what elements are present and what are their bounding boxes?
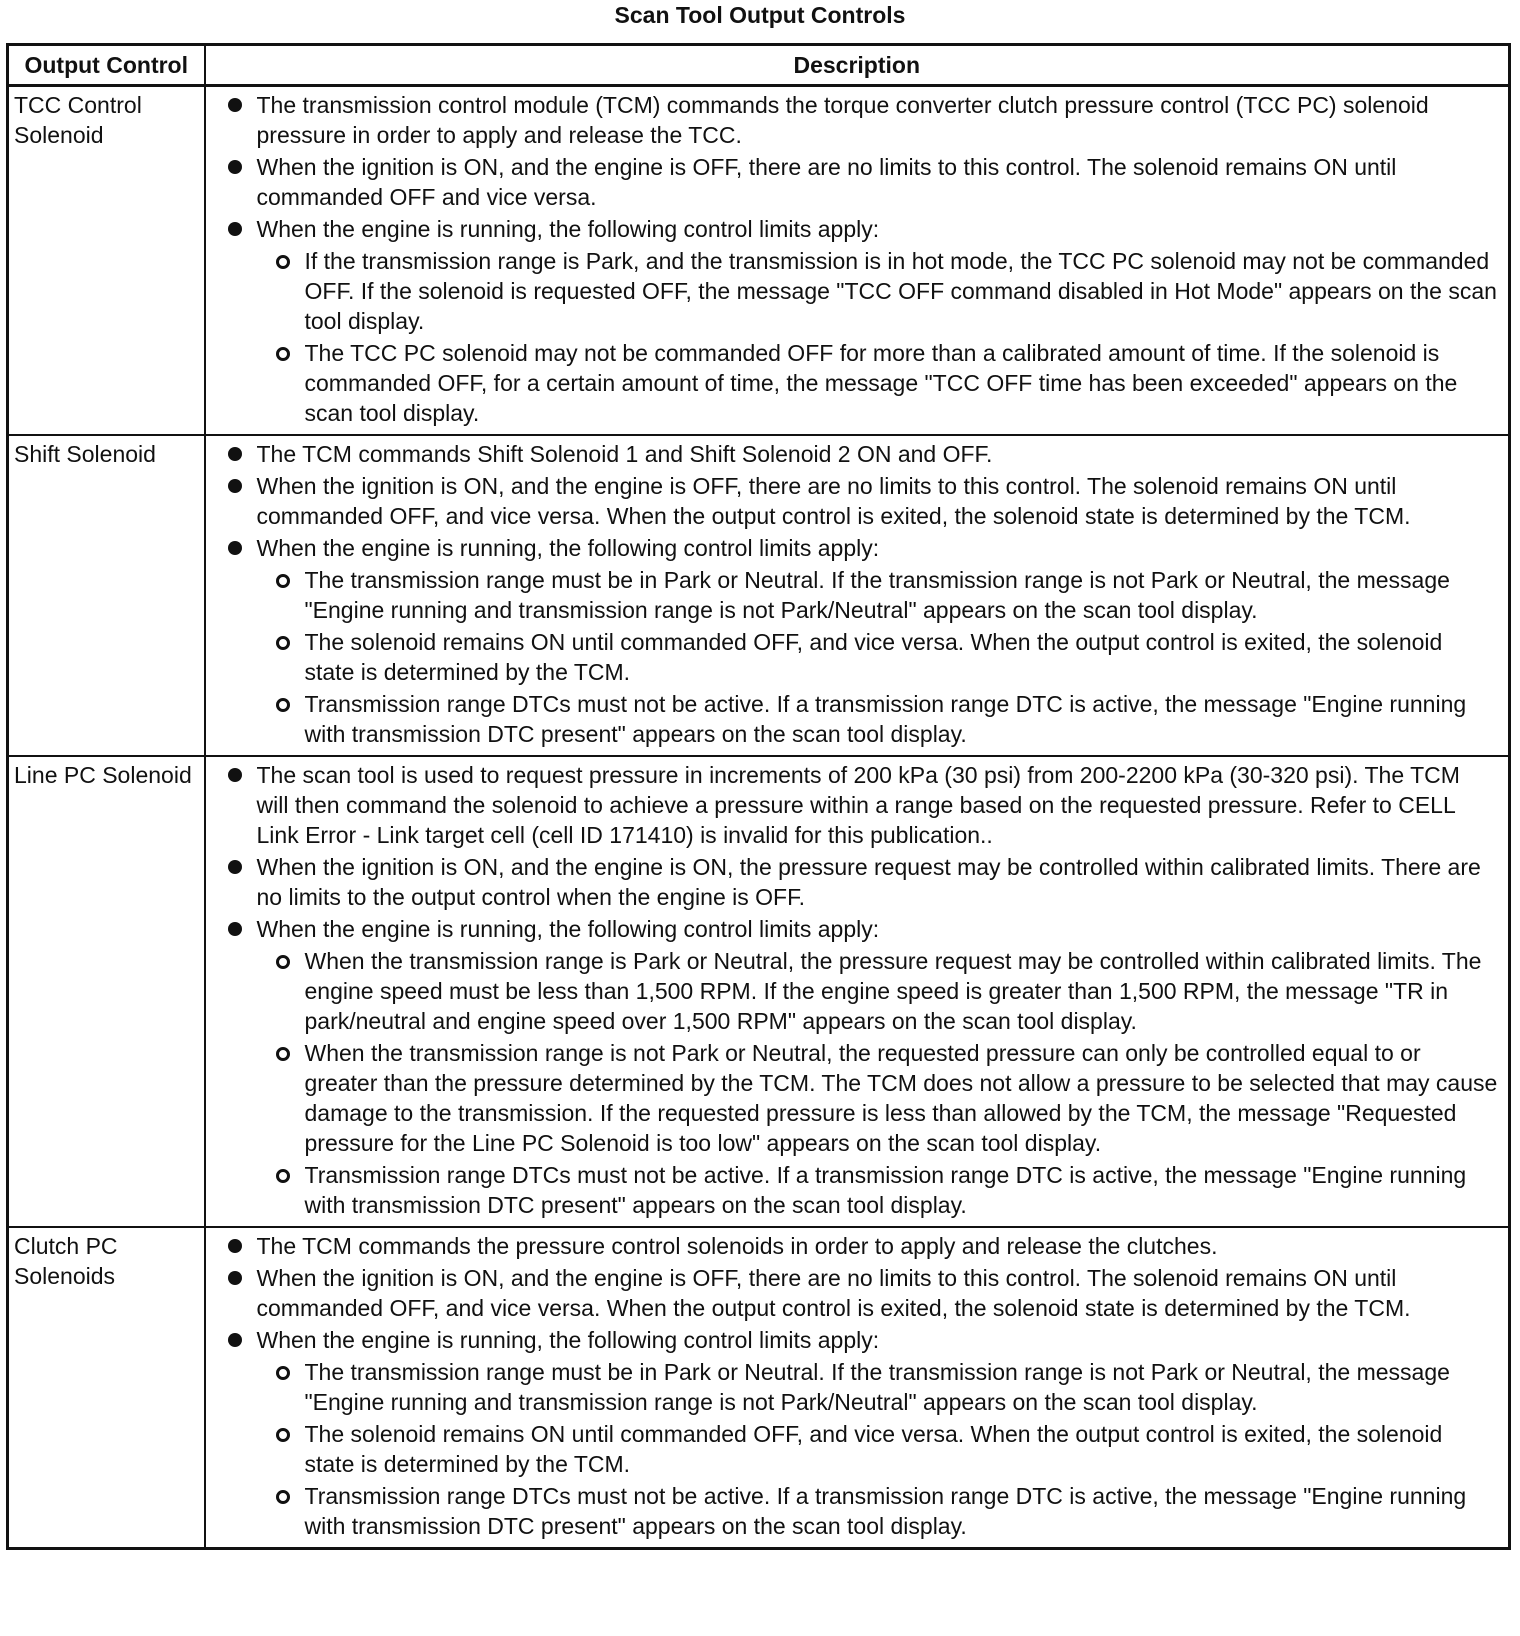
bullet-text: When the ignition is ON, and the engine is OFF, there are no limits to this control. The solenoid remains ON until commanded OFF, and vice versa. When the output control is exited, the solenoid state is determined by the TCM.	[256, 473, 1411, 529]
bullet-text: When the engine is running, the following control limits apply:	[256, 916, 880, 942]
bullet-text: The TCM commands the pressure control solenoids in order to apply and release the clutches.	[256, 1233, 1218, 1259]
output-control-cell: TCC Control Solenoid	[8, 86, 205, 436]
table-header-row	[8, 45, 1510, 86]
bullet-list	[206, 439, 1499, 749]
sub-bullet-item	[256, 627, 1499, 687]
table-row	[8, 435, 1510, 756]
table-row	[8, 1227, 1510, 1549]
filled-bullet-icon	[228, 98, 242, 112]
table-body	[8, 86, 1510, 1549]
hollow-bullet-icon	[276, 1169, 290, 1183]
hollow-bullet-icon	[276, 955, 290, 969]
filled-bullet-icon	[228, 1333, 242, 1347]
bullet-item	[206, 760, 1499, 850]
hollow-bullet-icon	[276, 1490, 290, 1504]
table-row	[8, 756, 1510, 1227]
filled-bullet-icon	[228, 860, 242, 874]
sub-bullet-text: The transmission range must be in Park or Neutral. If the transmission range is not Park or Neutral, the message "Engine running and transmission range is not Park/Neutral" appears on the scan tool display.	[304, 567, 1450, 623]
sub-bullet-list	[257, 946, 1499, 1220]
filled-bullet-icon	[228, 922, 242, 936]
filled-bullet-icon	[228, 1271, 242, 1285]
sub-bullet-text: The TCC PC solenoid may not be commanded OFF for more than a calibrated amount of time. If the solenoid is commanded OFF, for a certain amount of time, the message "TCC OFF time has been exceeded" appears on the scan tool display.	[304, 340, 1458, 426]
description-cell	[205, 1227, 1510, 1549]
hollow-bullet-icon	[276, 574, 290, 588]
sub-bullet-item	[256, 246, 1499, 336]
sub-bullet-item	[256, 565, 1499, 625]
bullet-list	[206, 760, 1499, 1220]
hollow-bullet-icon	[276, 1047, 290, 1061]
output-control-cell: Clutch PC Solenoids	[8, 1227, 205, 1549]
filled-bullet-icon	[228, 1239, 242, 1253]
bullet-item	[206, 1325, 1499, 1541]
hollow-bullet-icon	[276, 1428, 290, 1442]
bullet-text: The transmission control module (TCM) commands the torque converter clutch pressure control (TCC PC) solenoid pressure in order to apply and release the TCC.	[256, 92, 1429, 148]
filled-bullet-icon	[228, 541, 242, 555]
sub-bullet-item	[256, 1419, 1499, 1479]
bullet-item	[206, 1231, 1499, 1261]
output-control-cell: Line PC Solenoid	[8, 756, 205, 1227]
column-header-description: Description	[205, 45, 1510, 86]
sub-bullet-text: When the transmission range is Park or Neutral, the pressure request may be controlled within calibrated limits. The engine speed must be less than 1,500 RPM. If the engine speed is greater than 1,500 RPM, the message "TR in park/neutral and engine speed over 1,500 RPM" appears on the scan tool display.	[304, 948, 1482, 1034]
filled-bullet-icon	[228, 160, 242, 174]
bullet-text: When the ignition is ON, and the engine is ON, the pressure request may be controlled within calibrated limits. There are no limits to the output control when the engine is OFF.	[256, 854, 1481, 910]
bullet-item	[206, 471, 1499, 531]
hollow-bullet-icon	[276, 698, 290, 712]
sub-bullet-list	[257, 246, 1499, 428]
sub-bullet-item	[256, 689, 1499, 749]
sub-bullet-item	[256, 1481, 1499, 1541]
bullet-text: When the ignition is ON, and the engine is OFF, there are no limits to this control. The solenoid remains ON until commanded OFF, and vice versa. When the output control is exited, the solenoid state is determined by the TCM.	[256, 1265, 1411, 1321]
bullet-item	[206, 533, 1499, 749]
column-header-output-control: Output Control	[8, 45, 205, 86]
sub-bullet-text: When the transmission range is not Park or Neutral, the requested pressure can only be controlled equal to or greater than the pressure determined by the TCM. The TCM does not allow a pressure to be selected that may cause damage to the transmission. If the requested pressure is less than allowed by the TCM, the message "Requested pressure for the Line PC Solenoid is too low" appears on the scan tool display.	[304, 1040, 1498, 1156]
sub-bullet-text: The solenoid remains ON until commanded OFF, and vice versa. When the output control is exited, the solenoid state is determined by the TCM.	[304, 1421, 1443, 1477]
description-cell	[205, 86, 1510, 436]
bullet-text: The scan tool is used to request pressure in increments of 200 kPa (30 psi) from 200-2200 kPa (30-320 psi). The TCM will then command the solenoid to achieve a pressure within a range based on the requested pressure. Refer to CELL Link Error - Link target cell (cell ID 171410) is invalid for this publication..	[256, 762, 1460, 848]
bullet-item	[206, 90, 1499, 150]
bullet-item	[206, 1263, 1499, 1323]
table-row	[8, 86, 1510, 436]
page-title: Scan Tool Output Controls	[614, 2, 906, 28]
filled-bullet-icon	[228, 479, 242, 493]
bullet-item	[206, 852, 1499, 912]
hollow-bullet-icon	[276, 636, 290, 650]
filled-bullet-icon	[228, 768, 242, 782]
sub-bullet-text: Transmission range DTCs must not be active. If a transmission range DTC is active, the message "Engine running with transmission DTC present" appears on the scan tool display.	[304, 1162, 1467, 1218]
filled-bullet-icon	[228, 447, 242, 461]
sub-bullet-text: If the transmission range is Park, and the transmission is in hot mode, the TCC PC solenoid may not be commanded OFF. If the solenoid is requested OFF, the message "TCC OFF command disabled in Hot Mode" appears on the scan tool display.	[304, 248, 1497, 334]
bullet-list	[206, 1231, 1499, 1541]
sub-bullet-list	[257, 565, 1499, 749]
sub-bullet-text: The transmission range must be in Park or Neutral. If the transmission range is not Park or Neutral, the message "Engine running and transmission range is not Park/Neutral" appears on the scan tool display.	[304, 1359, 1450, 1415]
sub-bullet-text: Transmission range DTCs must not be active. If a transmission range DTC is active, the message "Engine running with transmission DTC present" appears on the scan tool display.	[304, 691, 1467, 747]
bullet-text: When the ignition is ON, and the engine is OFF, there are no limits to this control. The solenoid remains ON until commanded OFF and vice versa.	[256, 154, 1397, 210]
sub-bullet-item	[256, 1357, 1499, 1417]
hollow-bullet-icon	[276, 255, 290, 269]
bullet-list	[206, 90, 1499, 428]
sub-bullet-item	[256, 1160, 1499, 1220]
bullet-text: The TCM commands Shift Solenoid 1 and Shift Solenoid 2 ON and OFF.	[256, 441, 993, 467]
output-controls-table	[6, 43, 1511, 1550]
bullet-text: When the engine is running, the following control limits apply:	[256, 216, 880, 242]
bullet-text: When the engine is running, the following control limits apply:	[256, 1327, 880, 1353]
sub-bullet-list	[257, 1357, 1499, 1541]
bullet-item	[206, 914, 1499, 1220]
sub-bullet-item	[256, 946, 1499, 1036]
sub-bullet-item	[256, 338, 1499, 428]
description-cell	[205, 756, 1510, 1227]
output-control-cell: Shift Solenoid	[8, 435, 205, 756]
sub-bullet-text: The solenoid remains ON until commanded OFF, and vice versa. When the output control is exited, the solenoid state is determined by the TCM.	[304, 629, 1443, 685]
bullet-text: When the engine is running, the following control limits apply:	[256, 535, 880, 561]
sub-bullet-item	[256, 1038, 1499, 1158]
filled-bullet-icon	[228, 222, 242, 236]
hollow-bullet-icon	[276, 347, 290, 361]
sub-bullet-text: Transmission range DTCs must not be active. If a transmission range DTC is active, the message "Engine running with transmission DTC present" appears on the scan tool display.	[304, 1483, 1467, 1539]
hollow-bullet-icon	[276, 1366, 290, 1380]
description-cell	[205, 435, 1510, 756]
bullet-item	[206, 214, 1499, 428]
bullet-item	[206, 439, 1499, 469]
bullet-item	[206, 152, 1499, 212]
